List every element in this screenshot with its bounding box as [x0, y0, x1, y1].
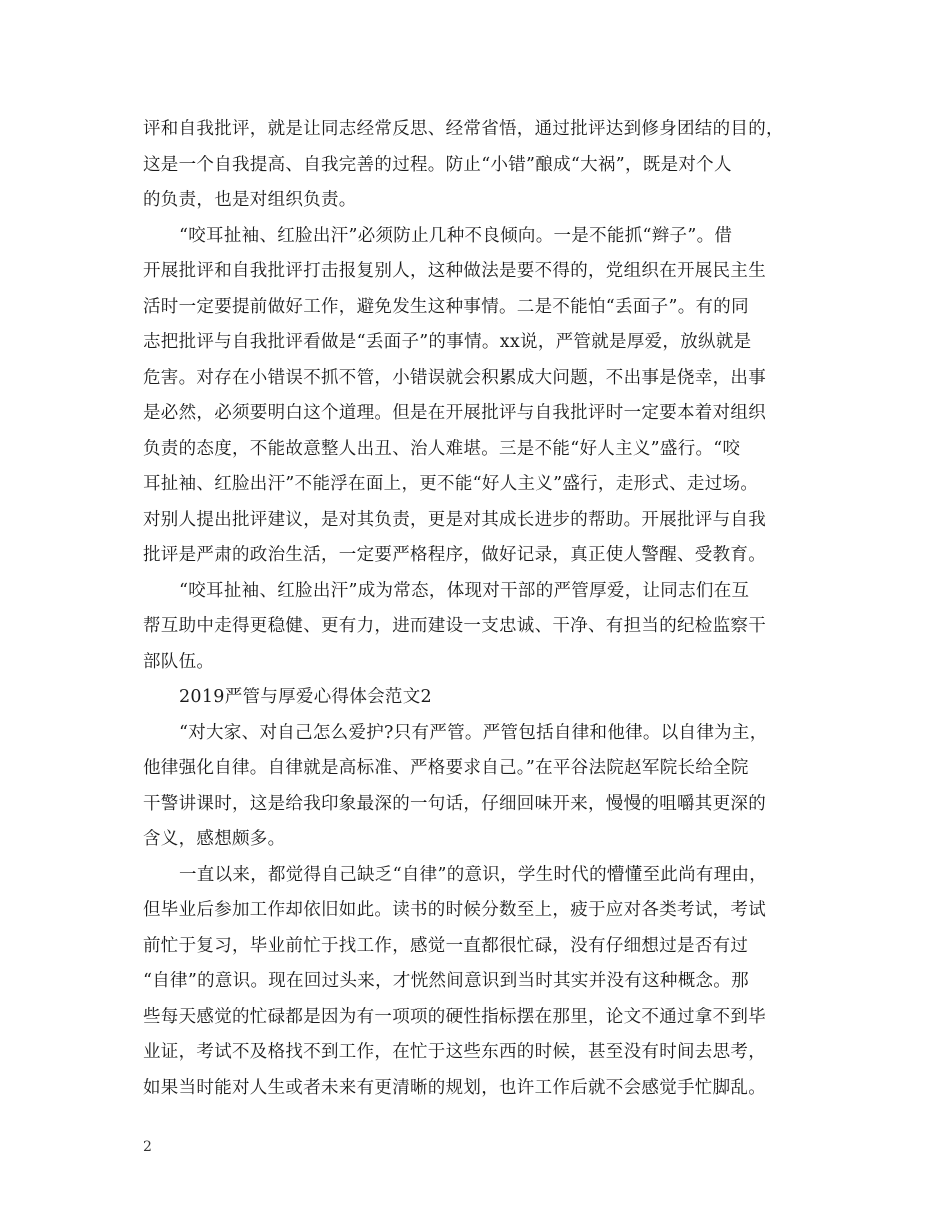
- text-line: “咬耳扯袖、红脸出汗”成为常态，体现对干部的严管厚爱，让同志们在互: [179, 580, 750, 601]
- text-line: “对大家、对自己怎么爱护?只有严管。严管包括自律和他律。以自律为主，: [179, 722, 768, 743]
- text-line: 前忙于复习，毕业前忙于找工作，感觉一直都很忙碌，没有仔细想过是否有过: [143, 935, 749, 956]
- text-line: “咬耳扯袖、红脸出汗”必须防止几种不良倾向。一是不能抓“辫子”。借: [179, 225, 733, 246]
- document-body: [143, 112, 823, 1106]
- text-line: “自律”的意识。现在回过头来，才恍然间意识到当时其实并没有这种概念。那: [143, 971, 749, 991]
- text-line: 批评是严肃的政治生活，一定要严格程序，做好记录，真正使人警醒、受教育。: [143, 545, 766, 565]
- text-line: 的负责，也是对组织负责。: [143, 190, 357, 210]
- text-line: 一直以来，都觉得自己缺乏“自律”的意识，学生时代的懵懂至此尚有理由，: [179, 864, 768, 885]
- text-line: 耳扯袖、红脸出汗”不能浮在面上，更不能“好人主义”盛行，走形式、走过场。: [143, 474, 759, 494]
- text-line: 部队伍。: [143, 651, 215, 672]
- text-line: 2019严管与厚爱心得体会范文2: [179, 687, 432, 707]
- text-line: 他律强化自律。自律就是高标准、严格要求自己。”在平谷法院赵军院长给全院: [143, 758, 749, 778]
- text-line: 是必然，必须要明白这个道理。但是在开展批评与自我批评时一定要本着对组织: [143, 403, 766, 423]
- text-line: 含义，感想颇多。: [143, 829, 286, 849]
- text-line: 如果当时能对人生或者未来有更清晰的规划，也许工作后就不会感觉手忙脚乱。: [143, 1077, 766, 1098]
- text-line: 负责的态度，不能故意整人出丑、治人难堪。三是不能“好人主义”盛行。“咬: [143, 438, 741, 459]
- text-line: 这是一个自我提高、自我完善的过程。防止“小错”酿成“大祸”，既是对个人: [143, 154, 732, 175]
- text-line: 评和自我批评，就是让同志经常反思、经常省悟，通过批评达到修身团结的目的，: [143, 119, 784, 139]
- text-line: 些每天感觉的忙碌都是因为有一项项的硬性指标摆在那里，论文不通过拿不到毕: [143, 1006, 766, 1027]
- page-number: 2: [143, 1139, 152, 1155]
- text-line: 活时一定要提前做好工作，避免发生这种事情。二是不能怕“丢面子”。有的同: [143, 296, 749, 317]
- text-line: 业证，考试不及格找不到工作，在忙于这些东西的时候，甚至没有时间去思考，: [143, 1042, 766, 1062]
- text-line: 帮互助中走得更稳健、更有力，进而建设一支忠诚、干净、有担当的纪检监察干: [143, 616, 766, 636]
- text-line: 对别人提出批评建议，是对其负责，更是对其成长进步的帮助。开展批评与自我: [143, 509, 766, 530]
- text-line: 干警讲课时，这是给我印象最深的一句话，仔细回味开来，慢慢的咀嚼其更深的: [143, 793, 766, 814]
- text-line: 志把批评与自我批评看做是“丢面子”的事情。xx说，严管就是厚爱，放纵就是: [143, 332, 752, 352]
- text-line: 开展批评和自我批评打击报复别人，这种做法是要不得的，党组织在开展民主生: [143, 261, 766, 281]
- text-line: 但毕业后参加工作却依旧如此。读书的时候分数至上，疲于应对各类考试，考试: [143, 900, 766, 920]
- text-line: 危害。对存在小错误不抓不管，小错误就会积累成大问题，不出事是侥幸，出事: [143, 367, 766, 388]
